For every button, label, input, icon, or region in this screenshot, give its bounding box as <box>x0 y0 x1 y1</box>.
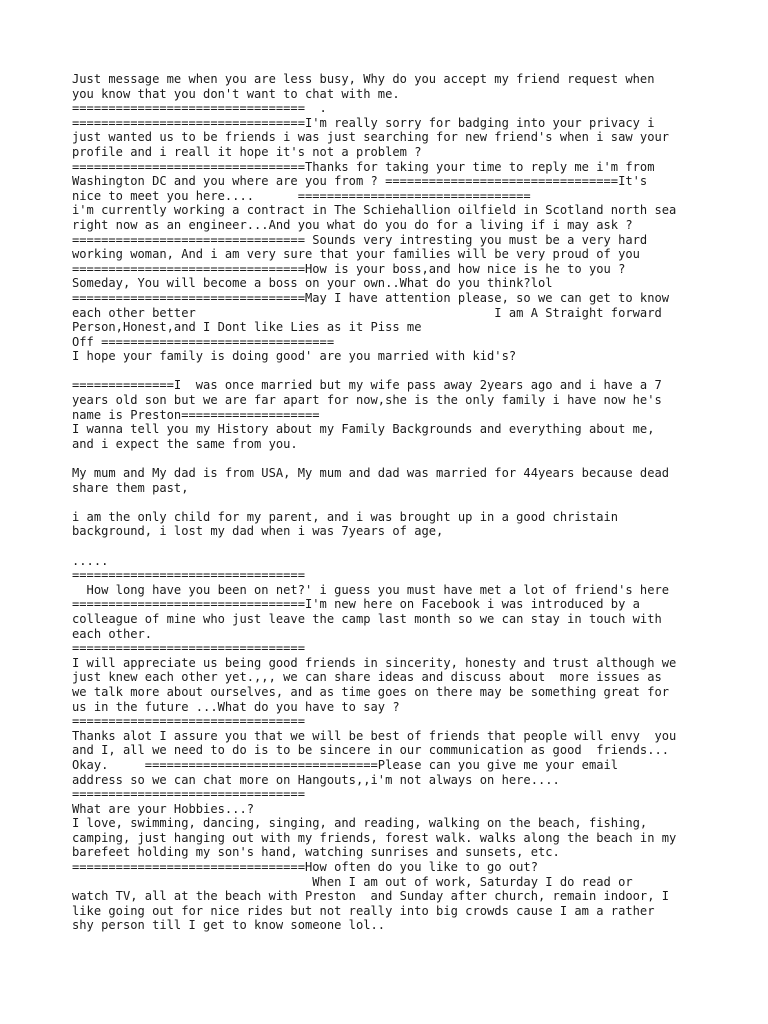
text-line: ================================ <box>72 641 305 656</box>
text-line: Okay. ================================Please can you give me your email <box>72 757 619 772</box>
text-line: ================================I'm really sorry for badging into your privacy i <box>72 115 655 130</box>
text-line: What are your Hobbies...? <box>72 801 255 816</box>
text-line: right now as an engineer...And you what do you do for a living if i may ask ? <box>72 217 633 232</box>
text-line: Off ================================ <box>72 334 335 349</box>
text-line: nice to meet you here.... ================================ <box>72 188 531 203</box>
text-line: Just message me when you are less busy, Why do you accept my friend request when <box>72 72 655 86</box>
text-line: Person,Honest,and I Dont like Lies as it Piss me <box>72 320 422 335</box>
text-line: ================================How is your boss,and how nice is he to you ? <box>72 261 626 276</box>
text-line: each other. <box>72 626 153 641</box>
text-line: each other better I am A Straight forward <box>72 305 662 320</box>
text-line: When I am out of work, Saturday I do read or <box>72 874 633 889</box>
text-line: ================================ . <box>72 101 327 116</box>
text-line: I hope your family is doing good' are you married with kid's? <box>72 349 517 364</box>
text-line: ==============I was once married but my wife pass away 2years ago and i have a 7 <box>72 378 662 393</box>
text-line: address so we can chat more on Hangouts,,i'm not always on here.... <box>72 772 560 787</box>
text-line: How long have you been on net?' i guess you must have met a lot of friend's here <box>72 582 670 597</box>
text-line: us in the future ...What do you have to say ? <box>72 699 400 714</box>
text-line: name is Preston=================== <box>72 407 320 422</box>
text-line: just knew each other yet.,,, we can share ideas and discuss about more issues as <box>72 670 662 685</box>
text-line: background, i lost my dad when i was 7years of age, <box>72 524 444 539</box>
text-line: Thanks alot I assure you that we will be best of friends that people will envy you <box>72 728 677 743</box>
text-line: I love, swimming, dancing, singing, and reading, walking on the beach, fishing, <box>72 816 648 831</box>
text-line <box>72 364 702 379</box>
text-line: shy person till I get to know someone lol.. <box>72 918 386 933</box>
text-line: barefeet holding my son's hand, watching sunrises and sunsets, etc. <box>72 845 560 860</box>
text-line: ================================Thanks for taking your time to reply me i'm from <box>72 159 655 174</box>
text-line: Washington DC and you where are you from ? ================================It's <box>72 174 648 189</box>
text-line: I wanna tell you my History about my Family Backgrounds and everything about me, <box>72 422 655 437</box>
text-line: ================================I'm new here on Facebook i was introduced by a <box>72 597 640 612</box>
text-line: ..... <box>72 553 109 568</box>
text-line: Someday, You will become a boss on your own..What do you think?lol <box>72 276 553 291</box>
text-line: working woman, And i am very sure that your families will be very proud of you <box>72 247 640 262</box>
text-line: ================================ <box>72 787 305 802</box>
text-line: we talk more about ourselves, and as time goes on there may be something great for <box>72 684 670 699</box>
text-line: camping, just hanging out with my friends, forest walk. walks along the beach in my <box>72 830 677 845</box>
text-line: ================================ Sounds very intresting you must be a very hard <box>72 232 648 247</box>
text-line <box>72 539 702 554</box>
text-line: colleague of mine who just leave the camp last month so we can stay in touch with <box>72 611 662 626</box>
text-line: profile and i reall it hope it's not a problem ? <box>72 144 422 159</box>
document-body <box>72 72 702 933</box>
text-line: like going out for nice rides but not really into big crowds cause I am a rather <box>72 903 655 918</box>
text-line: My mum and My dad is from USA, My mum and dad was married for 44years because dead <box>72 466 670 481</box>
text-line: I will appreciate us being good friends in sincerity, honesty and trust although we <box>72 655 677 670</box>
text-line: ================================May I have attention please, so we can get to know <box>72 290 670 305</box>
text-line: just wanted us to be friends i was just searching for new friend's when i saw your <box>72 130 670 145</box>
text-line <box>72 451 702 466</box>
text-line: share them past, <box>72 480 189 495</box>
text-line: ================================ <box>72 714 305 729</box>
text-line: and I, all we need to do is to be sincere in our communication as good friends... <box>72 743 670 758</box>
text-line: you know that you don't want to chat with me. <box>72 86 400 101</box>
text-line <box>72 495 702 510</box>
text-line: i'm currently working a contract in The Schiehallion oilfield in Scotland north sea <box>72 203 677 218</box>
text-line: and i expect the same from you. <box>72 436 298 451</box>
text-line: ================================How often do you like to go out? <box>72 860 538 875</box>
text-line: ================================ <box>72 568 305 583</box>
text-line: i am the only child for my parent, and i was brought up in a good christain <box>72 509 619 524</box>
text-line: watch TV, all at the beach with Preston and Sunday after church, remain indoor, I <box>72 889 670 904</box>
text-line: years old son but we are far apart for now,she is the only family i have now he's <box>72 393 662 408</box>
